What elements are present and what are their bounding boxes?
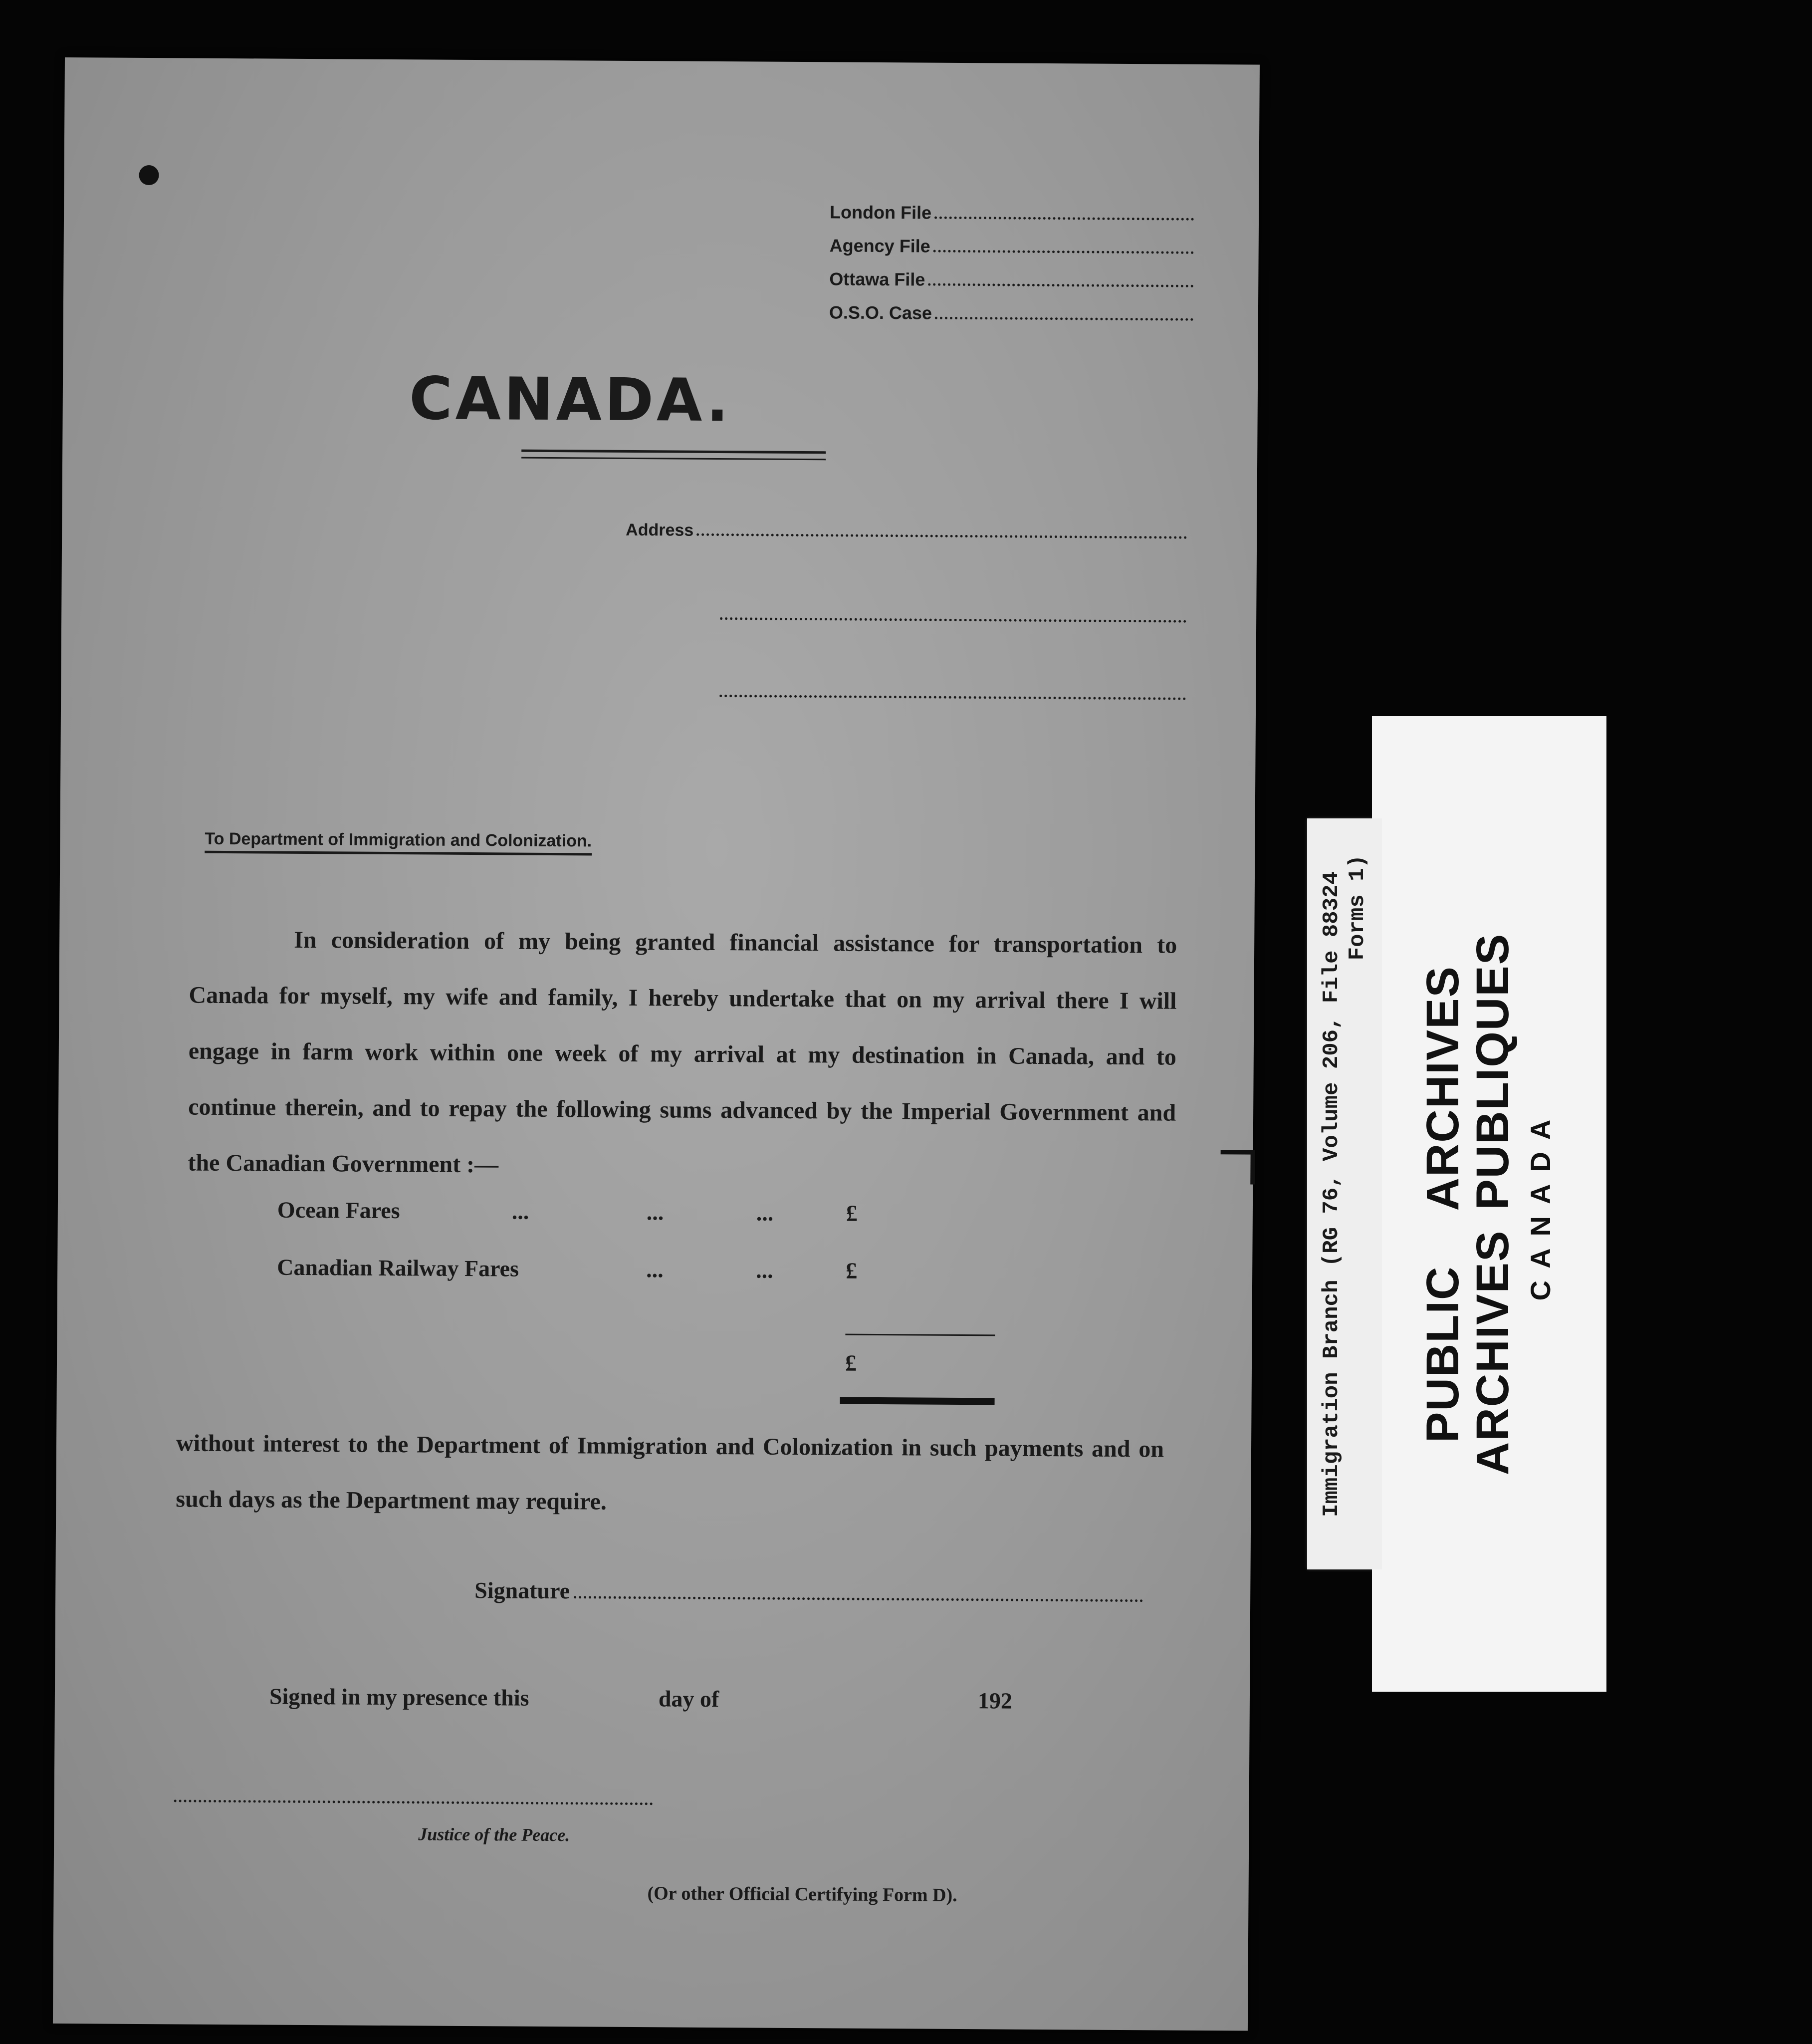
addressee-heading: To Department of Immigration and Colonization.	[205, 829, 592, 856]
page-title: CANADA.	[409, 364, 732, 435]
leader-dots: ...	[646, 1199, 664, 1225]
pen-mark	[1220, 1150, 1255, 1184]
stamp-word: PUBLIQUES	[1467, 933, 1518, 1210]
file-row-oso	[829, 302, 1193, 337]
fare-name: Canadian Railway Fares	[277, 1254, 519, 1281]
total-double-rule	[840, 1397, 995, 1405]
certifying-note: (Or other Official Certifying Form D).	[647, 1883, 957, 1906]
title-rule-thin	[521, 457, 826, 461]
stamp-word: ARCHIVES	[1467, 1230, 1518, 1475]
file-blank	[928, 270, 1193, 287]
address-line-3	[719, 693, 1186, 700]
document-page	[53, 57, 1260, 2031]
file-label: O.S.O. Case	[829, 302, 932, 323]
title-rule	[521, 450, 826, 454]
leader-dots: ...	[756, 1200, 774, 1226]
leader-dots: ...	[511, 1198, 529, 1224]
file-label: Ottawa File	[829, 268, 925, 290]
justice-signature-blank	[174, 1799, 653, 1805]
file-row-ottawa	[829, 268, 1193, 304]
file-blank	[933, 237, 1194, 254]
file-reference-block	[829, 202, 1194, 337]
repayment-paragraph: without interest to the Department of Immigration and Colonization in such payments and on such days as the Department may require.	[176, 1430, 1164, 1515]
signed-year: 192	[977, 1688, 1013, 1714]
archive-stamp-country: CANADA	[1525, 1107, 1556, 1300]
punch-hole	[139, 165, 159, 185]
witness-line	[269, 1683, 1118, 1714]
archive-stamp-label	[1372, 716, 1606, 1692]
signature-blank	[574, 1583, 1143, 1602]
file-label: Agency File	[829, 235, 930, 256]
archive-reference-label	[1307, 818, 1382, 1569]
address-line-2	[720, 615, 1186, 623]
address-line-1	[696, 520, 1187, 539]
total-currency: £	[845, 1350, 857, 1376]
file-row-london	[830, 202, 1194, 237]
undertaking-text: In consideration of my being granted financial assistance for transportation to Canada for myself, my wife and family, I hereby undertake that on my arrival there I will engage in farm work within one week of my arrival at my destination in Canada, and to continue therein, and to repay the following sums advanced by the Imperial Government and the Canadian Government :—	[188, 926, 1177, 1178]
file-blank	[935, 304, 1193, 321]
leader-dots: ...	[756, 1257, 773, 1283]
archive-stamp-line-1	[1418, 830, 1468, 1578]
fare-currency: £	[846, 1258, 858, 1283]
archive-ref-line-1: Immigration Branch (RG 76, Volume 206, File 88324	[1319, 871, 1344, 1517]
justice-label: Justice of the Peace.	[418, 1824, 570, 1845]
signature-label: Signature	[474, 1577, 570, 1604]
leader-dots: ...	[646, 1257, 664, 1282]
signature-line	[474, 1577, 1143, 1607]
archive-stamp-line-2	[1468, 830, 1518, 1578]
archive-ref-line-2: Forms 1)	[1345, 854, 1370, 960]
fare-name: Ocean Fares	[277, 1197, 400, 1224]
file-row-agency	[829, 235, 1193, 270]
total-rule	[845, 1334, 995, 1336]
address-block	[626, 520, 1187, 543]
file-label: London File	[830, 202, 932, 223]
undertaking-paragraph	[188, 912, 1177, 1197]
stamp-word: ARCHIVES	[1417, 965, 1468, 1211]
address-label: Address	[626, 520, 694, 540]
signed-prefix: Signed in my presence this	[269, 1683, 529, 1711]
signed-day-of: day of	[658, 1686, 719, 1712]
fare-currency: £	[846, 1200, 858, 1226]
file-blank	[934, 204, 1194, 221]
stamp-word: PUBLIC	[1417, 1265, 1468, 1443]
